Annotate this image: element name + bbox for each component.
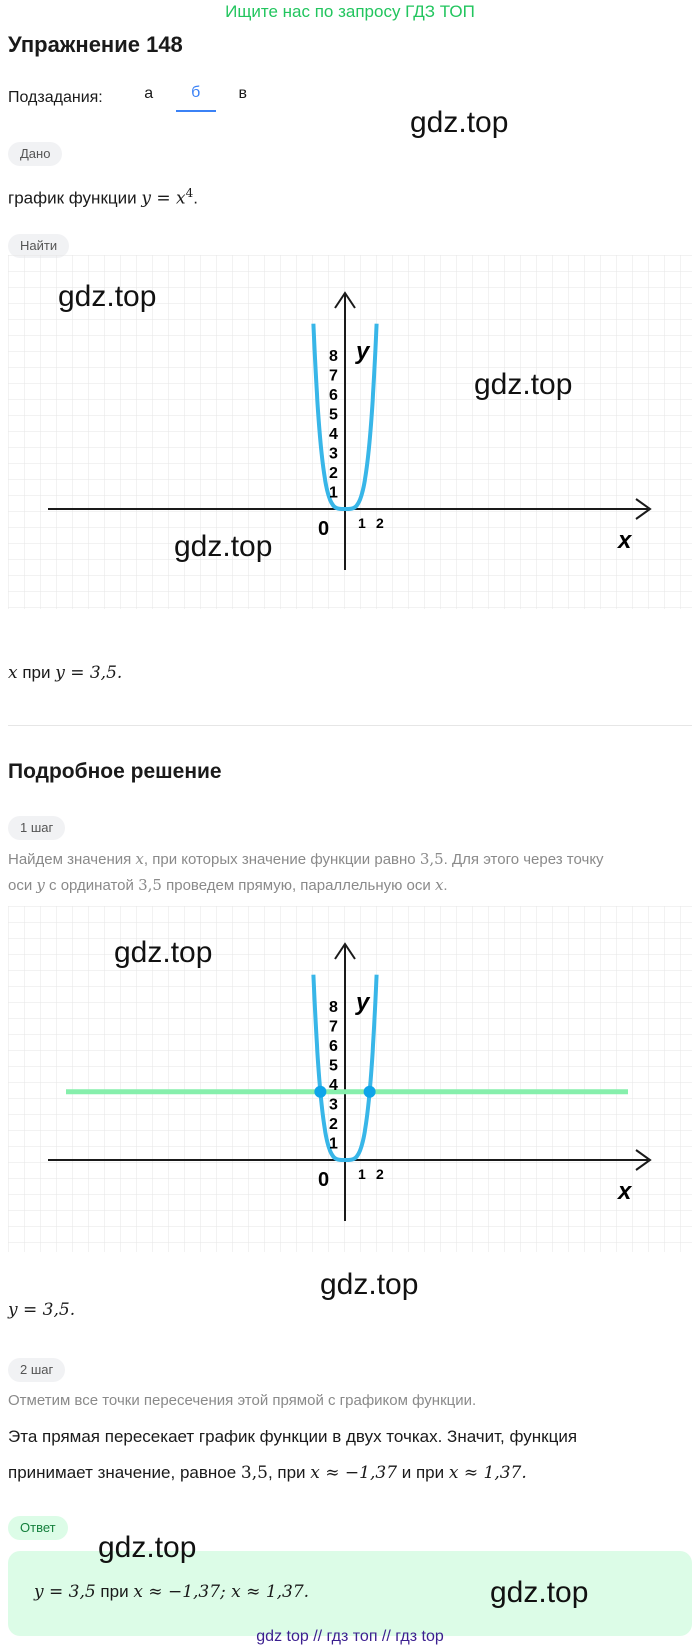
y-tick-label: 7 [329,1018,338,1036]
y-tick-label: 3 [329,1096,338,1114]
step1-l2-var: y [36,876,45,894]
y-tick-label: 8 [329,348,338,365]
graph-2-point-left [314,1086,326,1098]
y-tick-label: 6 [329,1038,338,1055]
watermark: gdz.top [58,280,157,313]
y-tick-label: 8 [329,999,338,1016]
x-tick-label: 2 [376,1166,384,1182]
solution-title: Подробное решение [8,760,222,783]
step2-l2-f2: x ≈ 1,37. [448,1463,527,1483]
step1-line2 [8,873,448,898]
given-text [8,181,198,211]
step1-l2-var2: x [434,876,444,894]
find-formula: y = 3,5. [55,663,123,683]
x-tick-label: 1 [358,1166,366,1182]
graph-2 [8,906,692,1252]
step1-pill: 1 шаг [8,816,65,840]
watermark: gdz.top [114,936,213,969]
tab-v[interactable]: в [238,85,247,102]
answer-pill: Ответ [8,1516,68,1540]
answer-text [34,1580,309,1604]
watermark: gdz.top [474,368,573,401]
watermark: gdz.top [98,1531,197,1564]
x-tick-label: 1 [358,515,366,531]
x-tick-label: 2 [376,515,384,531]
step2-line2 [8,1461,527,1485]
tab-a[interactable]: а [144,85,154,102]
watermark: gdz.top [410,106,509,139]
step1-l2-a: оси [8,877,37,894]
given-exponent: 4 [185,186,194,200]
graph-2-x-label: x [618,1178,632,1205]
y-tick-label: 3 [329,445,338,463]
y-tick-label: 1 [329,1135,338,1153]
y-tick-label: 4 [329,426,338,443]
step1-l2-b: с ординатой [44,877,139,894]
step2-l2-f1: x ≈ −1,37 [310,1463,398,1483]
graph-1-origin: 0 [318,518,330,540]
y-tick-label: 1 [329,484,338,502]
find-pill: Найти [8,234,69,258]
step2-line1: Эта прямая пересекает график функции в двух точках. Значит, функция [8,1427,578,1446]
step2-l2-num: 3,5 [240,1463,268,1483]
given-tail: . [193,188,198,208]
given-formula: y = x [141,188,186,209]
step2-l2-a: принимает значение, равное [8,1463,241,1482]
subtasks-bar [8,84,263,112]
step1-l2-c: проведем прямую, параллельную оси [161,877,435,894]
step1-l1-a: Найдем значения [8,851,136,868]
step1-line1 [8,847,604,872]
find-mid: при [17,663,56,682]
answer-mid: при [95,1582,134,1601]
y-tick-label: 6 [329,387,338,404]
step1-l1-num: 3,5 [419,850,444,868]
watermark: gdz.top [490,1576,589,1609]
y-tick-label: 5 [329,1057,338,1075]
footer: gdz top // гдз топ // гдз top [256,1628,444,1645]
answer-part1: y = 3,5 [34,1582,96,1602]
y-tick-label: 2 [329,465,338,482]
find-var: x [8,663,18,683]
step2-l2-c: и при [397,1463,449,1482]
step1-l2-d: . [443,877,448,894]
y-tick-label: 7 [329,367,338,385]
step2-l2-b: , при [267,1463,311,1482]
watermark: gdz.top [320,1268,419,1301]
step1-formula: y = 3,5. [8,1300,76,1320]
graph-2-origin: 0 [318,1169,330,1191]
tab-b[interactable]: б [176,84,216,112]
graph-2-point-right [364,1086,376,1098]
y-tick-label: 2 [329,1116,338,1133]
y-tick-label: 5 [329,406,338,424]
subtasks-label: Подзадания: [8,89,103,106]
answer-part2: x ≈ −1,37; x ≈ 1,37. [133,1582,310,1602]
graph-2-y-label: y [356,989,370,1016]
given-pill: Дано [8,142,62,166]
page-title: Упражнение 148 [8,32,183,57]
given-label: график функции [8,188,137,208]
step2-gray-text: Отметим все точки пересечения этой прямой с графиком функции. [8,1392,477,1409]
y-tick-label: 4 [329,1077,338,1094]
graph-1-x-label: x [618,527,632,554]
graph-2-grid [8,906,692,1252]
watermark: gdz.top [174,530,273,563]
top-banner: Ищите нас по запросу ГДЗ ТОП [225,2,475,21]
step1-l2-num: 3,5 [138,876,162,894]
step1-l1-var: x [135,850,144,868]
step2-pill: 2 шаг [8,1358,65,1382]
divider [8,725,692,726]
step1-l1-b: , при которых значение функции равно [143,851,420,868]
find-text [8,661,122,685]
step1-l1-c: . Для этого через точку [443,851,604,868]
graph-1-y-label: y [356,338,370,365]
